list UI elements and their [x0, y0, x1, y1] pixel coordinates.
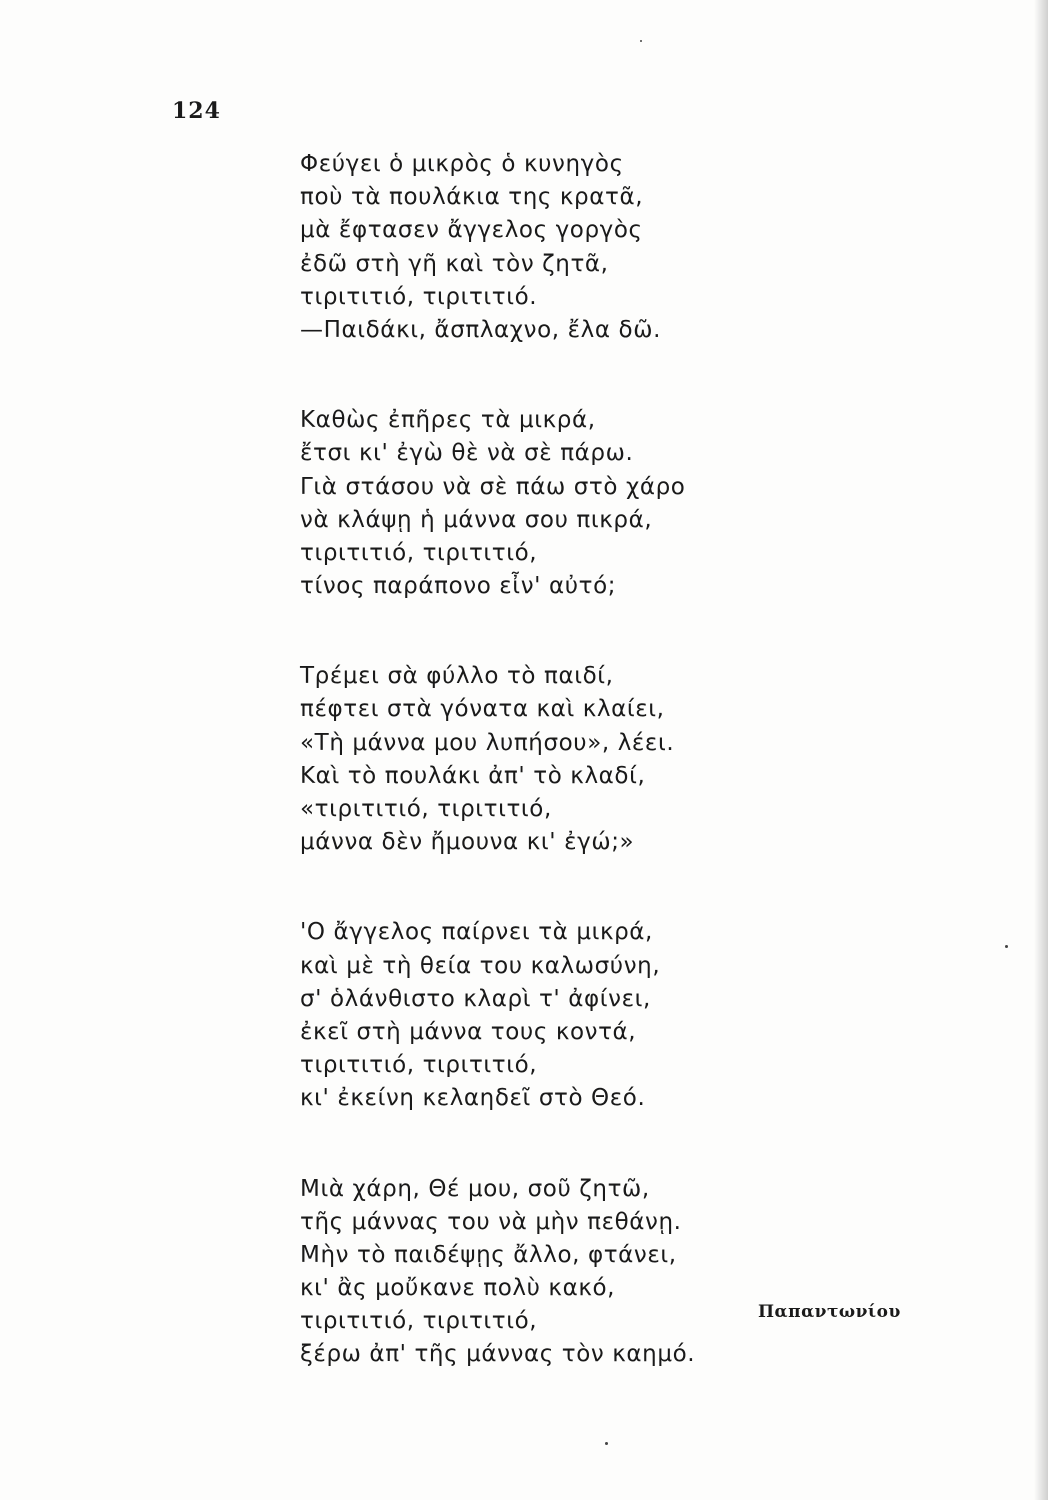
poem-line: κι' ἐκείνη κελαηδεῖ στὸ Θεό. [300, 1085, 646, 1112]
poem-line: Καθὼς ἐπῆρες τὰ μικρά, [300, 407, 596, 434]
poem-line: «τιριτιτιό, τιριτιτιό, [300, 796, 552, 822]
page-number: 124 [172, 98, 221, 124]
poem-line: ἐκεῖ στὴ μάννα τους κοντά, [300, 1018, 637, 1045]
poem-line: ἐδῶ στὴ γῆ καὶ τὸν ζητᾶ, [300, 250, 609, 277]
dust-speck [605, 1442, 608, 1445]
poem-line: τιριτιτιό, τιριτιτιό, [300, 539, 538, 566]
poem-line: —Παιδάκι, ἄσπλαχνο, ἔλα δῶ. [300, 316, 661, 343]
poem-line: νὰ κλάψῃ ἡ μάννα σου πικρά, [300, 506, 653, 533]
poem-line: μάννα δὲν ἤμουνα κι' ἐγώ;» [300, 829, 635, 856]
poem [300, 148, 820, 1429]
poem-line: Μὴν τὸ παιδέψῃς ἄλλο, φτάνει, [300, 1241, 677, 1268]
poem-line: σ' ὁλάνθιστο κλαρὶ τ' ἀφίνει, [300, 985, 651, 1012]
poem-line: τιριτιτιό, τιριτιτιό, [300, 1052, 538, 1079]
poem-line: κι' ἂς μοὔκανε πολὺ κακό, [300, 1275, 616, 1302]
stanza-1 [300, 148, 820, 347]
poem-line: ποὺ τὰ πουλάκια της κρατᾶ, [300, 184, 644, 211]
poem-line: 'Ο ἄγγελος παίρνει τὰ μικρά, [300, 919, 653, 946]
page-edge-shadow [1034, 0, 1048, 1500]
stanza-3 [300, 660, 820, 859]
poem-line: Μιὰ χάρη, Θέ μου, σοῦ ζητῶ, [300, 1175, 650, 1202]
poem-line: ἔτσι κι' ἐγὼ θὲ νὰ σὲ πάρω. [300, 440, 634, 467]
dust-speck [1005, 945, 1008, 948]
stanza-5 [300, 1173, 820, 1372]
stanza-4 [300, 916, 820, 1115]
poem-line: Γιὰ στάσου νὰ σὲ πάω στὸ χάρο [300, 473, 686, 500]
poem-line: πέφτει στὰ γόνατα καὶ κλαίει, [300, 696, 665, 723]
poem-line: μὰ ἔφτασεν ἄγγελος γοργὸς [300, 217, 643, 244]
poem-line: καὶ μὲ τὴ θεία του καλωσύνη, [300, 952, 661, 979]
poem-line: τῆς μάννας του νὰ μὴν πεθάνῃ. [300, 1208, 682, 1235]
poem-line: τιριτιτιό, τιριτιτιό, [300, 1308, 538, 1335]
stanza-2 [300, 404, 820, 603]
dust-speck [640, 40, 642, 42]
poem-line: Φεύγει ὁ μικρὸς ὁ κυνηγὸς [300, 151, 624, 177]
poem-line: Τρέμει σὰ φύλλο τὸ παιδί, [300, 663, 614, 690]
author-signature: Παπαντωνίου [758, 1302, 901, 1322]
poem-line: τίνος παράπονο εἶν' αὐτό; [300, 573, 617, 600]
poem-line: τιριτιτιό, τιριτιτιό. [300, 283, 538, 310]
poem-line: ξέρω ἀπ' τῆς μάννας τὸν καημό. [300, 1341, 696, 1368]
poem-line: «Τὴ μάννα μου λυπήσου», λέει. [300, 729, 675, 756]
poem-line: Καὶ τὸ πουλάκι ἀπ' τὸ κλαδί, [300, 762, 646, 789]
